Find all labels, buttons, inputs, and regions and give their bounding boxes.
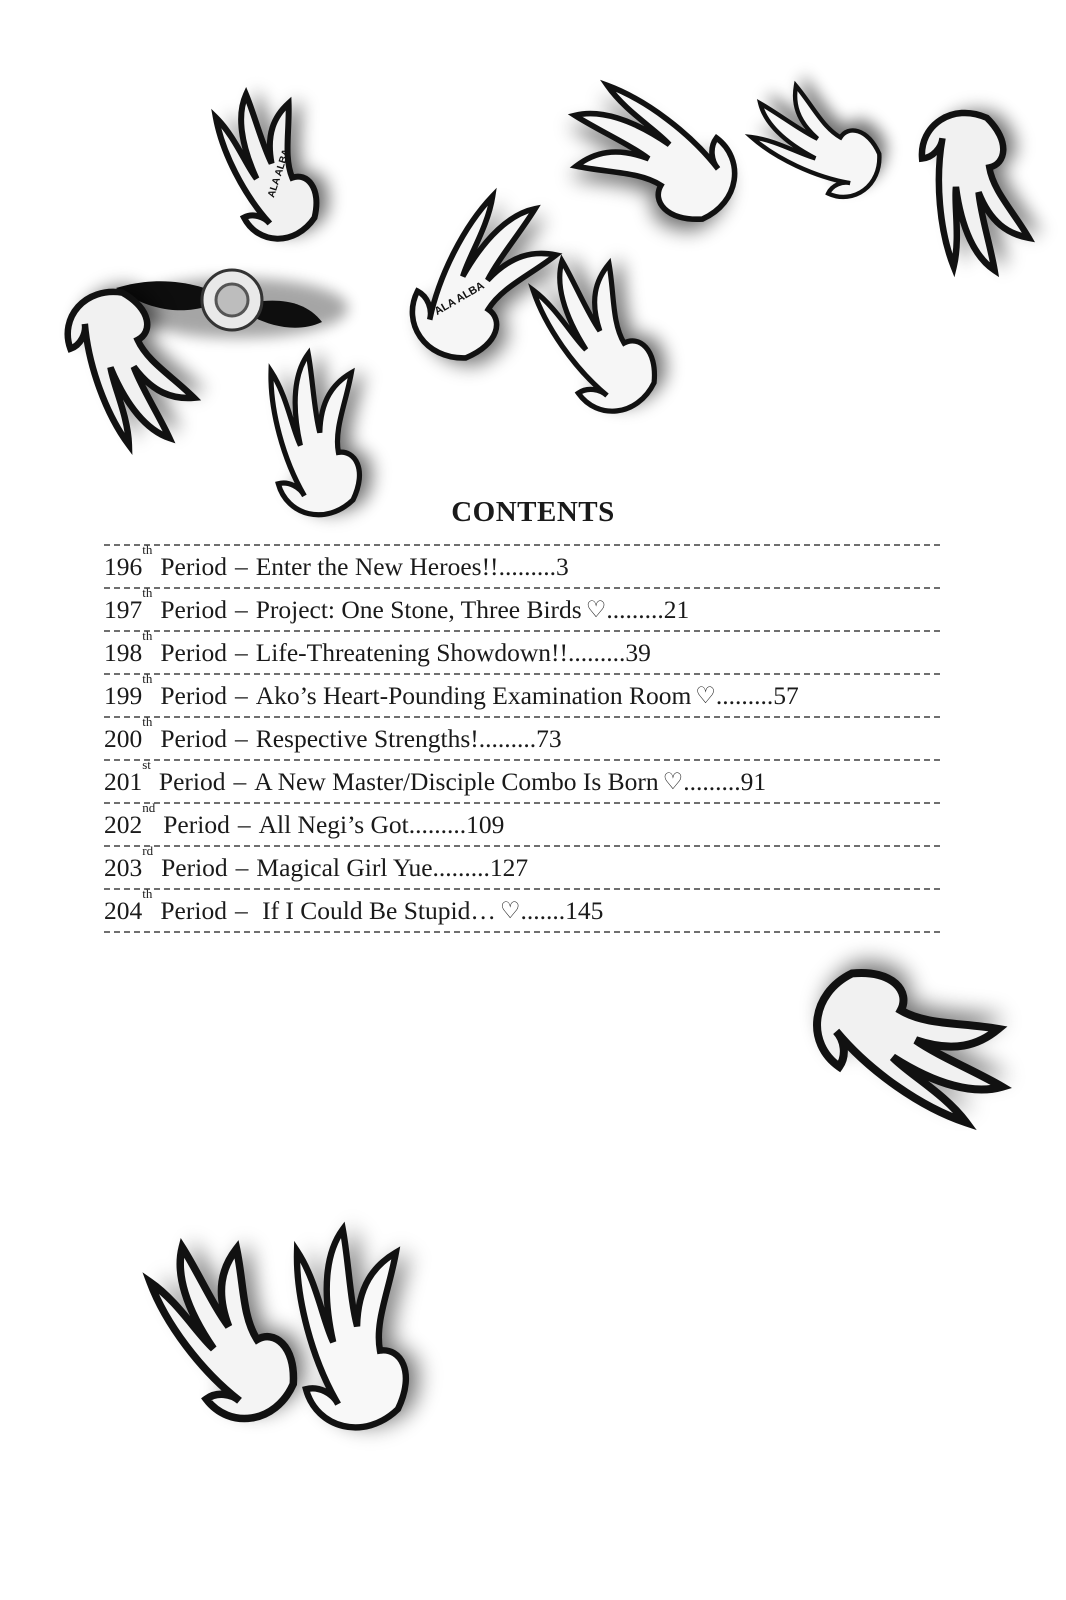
leader-dots: ......... [498, 551, 556, 581]
page-number: 57 [773, 680, 799, 710]
chapter-number: 197th [104, 584, 153, 624]
wing-pin-icon [737, 56, 899, 221]
toc-entry[interactable] [104, 627, 940, 675]
period-label: Period [160, 895, 227, 925]
chapter-number: 198th [104, 627, 153, 667]
leader-dots: ......... [432, 852, 490, 882]
chapter-title: A New Master/Disciple Combo Is Born [254, 766, 659, 796]
separator: – [234, 895, 248, 925]
leader-dots: ......... [683, 766, 741, 796]
page-number: 73 [536, 723, 562, 753]
wing-pin-icon [872, 87, 1066, 297]
leader-dots: ......... [606, 594, 664, 624]
separator: – [233, 766, 247, 796]
toc-entry[interactable] [104, 713, 940, 761]
wing-pin-icon [558, 69, 742, 246]
page-title: CONTENTS [451, 496, 615, 528]
toc-entry[interactable] [104, 885, 940, 933]
chapter-title: If I Could Be Stupid… [255, 895, 496, 925]
heart-icon: ♡ [662, 768, 684, 795]
toc-entry[interactable] [104, 842, 940, 890]
toc-entry[interactable] [104, 670, 940, 718]
wing-pin-icon [807, 939, 1021, 1145]
chapter-number: 196th [104, 541, 153, 581]
separator: – [234, 637, 248, 667]
period-label: Period [160, 723, 227, 753]
page-number: 3 [555, 551, 569, 581]
leader-dots: ......... [478, 723, 537, 753]
page-number: 109 [466, 809, 505, 839]
chapter-number: 200th [104, 713, 153, 753]
period-label: Period [161, 852, 228, 882]
chapter-title: Respective Strengths! [255, 723, 479, 753]
chapter-number: 204th [104, 885, 153, 925]
heart-icon: ♡ [695, 682, 716, 709]
chapter-title: Project: One Stone, Three Birds [255, 594, 582, 624]
chapter-number: 199th [104, 670, 153, 710]
heart-icon: ♡ [499, 897, 521, 924]
period-label: Period [160, 594, 227, 624]
wing-pin-icon [186, 76, 358, 253]
separator: – [234, 594, 248, 624]
separator: – [234, 680, 248, 710]
toc-entry[interactable] [104, 541, 940, 589]
period-label: Period [160, 680, 227, 710]
leader-dots: ......... [715, 680, 774, 710]
separator: – [234, 723, 248, 753]
chapter-number: 201st [104, 756, 151, 796]
table-of-contents [104, 541, 940, 933]
leader-dots: ......... [567, 637, 626, 667]
wing-pin-icon [133, 1230, 322, 1427]
chapter-title: All Negi’s Got [258, 809, 409, 839]
svg-text:ALA ALBA: ALA ALBA [432, 279, 487, 318]
leader-dots: ....... [520, 895, 566, 925]
page-number: 21 [663, 594, 690, 624]
page-number: 39 [625, 637, 651, 667]
chapter-number: 202nd [104, 799, 156, 839]
toc-entry[interactable] [104, 799, 940, 847]
page-number: 91 [740, 766, 767, 796]
period-label: Period [160, 637, 227, 667]
toc-entry[interactable] [104, 584, 940, 632]
period-label: Period [158, 766, 226, 796]
separator: – [234, 551, 248, 581]
separator: – [237, 809, 251, 839]
chapter-number: 203rd [104, 842, 154, 882]
chapter-title: Life-Threatening Showdown!! [255, 637, 568, 667]
page-number: 127 [489, 852, 529, 882]
period-label: Period [163, 809, 230, 839]
leader-dots: ......... [408, 809, 467, 839]
page-number: 145 [565, 895, 604, 925]
heart-icon: ♡ [585, 596, 607, 623]
toc-entry[interactable] [104, 756, 940, 804]
chapter-title: Enter the New Heroes!! [255, 551, 499, 581]
separator: – [235, 852, 249, 882]
chapter-title: Magical Girl Yue [256, 852, 433, 882]
chapter-title: Ako’s Heart-Pounding Examination Room [255, 680, 692, 710]
svg-text:ALA ALBA: ALA ALBA [266, 147, 293, 200]
period-label: Period [160, 551, 227, 581]
